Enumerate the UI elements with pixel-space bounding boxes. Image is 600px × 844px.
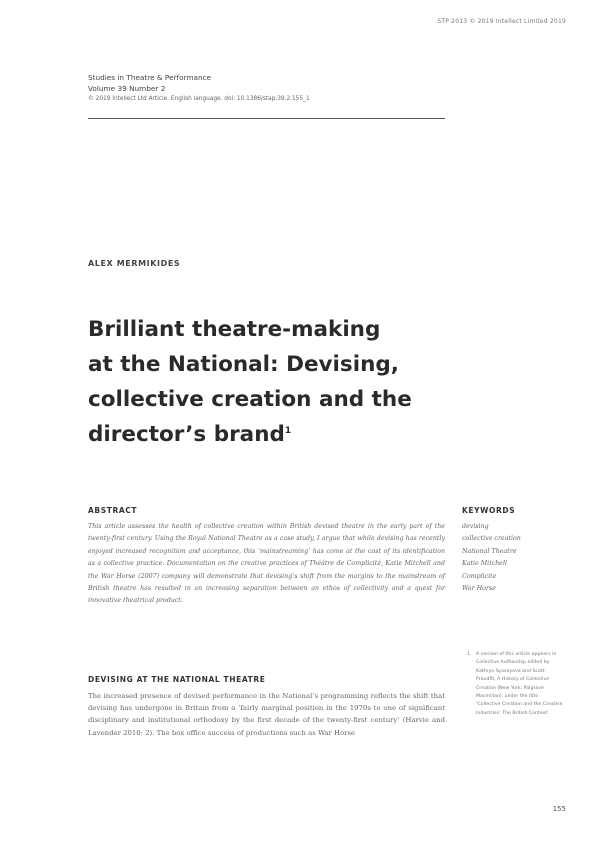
header-rule — [88, 118, 445, 119]
keyword-item: collective creation — [462, 535, 521, 543]
keyword-item: War Horse — [462, 585, 496, 593]
journal-volume: Volume 39 Number 2 — [88, 84, 166, 93]
page-number: 155 — [552, 805, 566, 813]
keyword-item: National Theatre — [462, 547, 517, 555]
journal-doi: © 2019 Intellect Ltd Article. English language. doi: 10.1386/stap.39.2.155_1 — [88, 96, 310, 102]
keywords-heading: KEYWORDS — [462, 506, 516, 515]
keyword-item: Katie Mitchell — [462, 560, 508, 568]
title-line-1: Brilliant theatre-making — [88, 317, 381, 342]
keyword-item: Complicite — [462, 572, 497, 580]
title-line-2: at the National: Devising, — [88, 352, 399, 377]
section-heading: DEVISING AT THE NATIONAL THEATRE — [88, 675, 266, 684]
journal-info — [88, 72, 310, 105]
footnote-number: 1. — [467, 652, 472, 657]
title-line-3: collective creation and the — [88, 387, 412, 412]
keywords-list — [462, 521, 521, 595]
copyright-line: STP 2013 © 2019 Intellect Limited 2019 — [437, 18, 566, 25]
sidebar-footnote — [468, 651, 564, 718]
title-footnote-marker[interactable]: 1 — [284, 425, 292, 436]
keyword-item: devising — [462, 523, 489, 530]
abstract-heading: ABSTRACT — [88, 506, 138, 515]
footnote-text: A version of this article appears in Collective Authorship edited by Kathryn Syssoyeva and Scott Proudfit, A History of Collective Creation (New York: Palgrave Macmillan), under the title ‘Collective Creation and the Creative Industries: The British Context’. — [476, 652, 563, 716]
author-name: ALEX MERMIKIDES — [88, 259, 181, 268]
section-body-text: The increased presence of devised performance in the National’s programming reflects the shift that devising has undergone in Britain from a ‘fairly marginal position in the 1970s to one of significant disciplinary and institutional orthodoxy by the first decade of the twenty-first century’ (Harvie and Lavender 2010: 2). The box office success of productions such as War Horse — [88, 692, 445, 737]
journal-name: Studies in Theatre & Performance — [88, 73, 212, 82]
title-line-4: director’s brand — [88, 422, 285, 447]
article-title — [88, 312, 468, 452]
abstract-text: This article assesses the health of collective creation within British devised theatre in the early part of the twenty-first century. Using the Royal National Theatre as a case study, I argue that while devising has recently enjoyed increased recognition and acceptance, this ‘mainstreaming’ has come at the cost of its identification as a collective practice. Documentation on the creative practices of Théâtre de Complicité, Katie Mitchell and the War Horse (2007) company will demonstrate that devising’s shift from the margins to the mainstream of British theatre has resulted in an increasing separation between an ethos of collectivity and a quest for innovative theatrical product. — [88, 523, 445, 605]
